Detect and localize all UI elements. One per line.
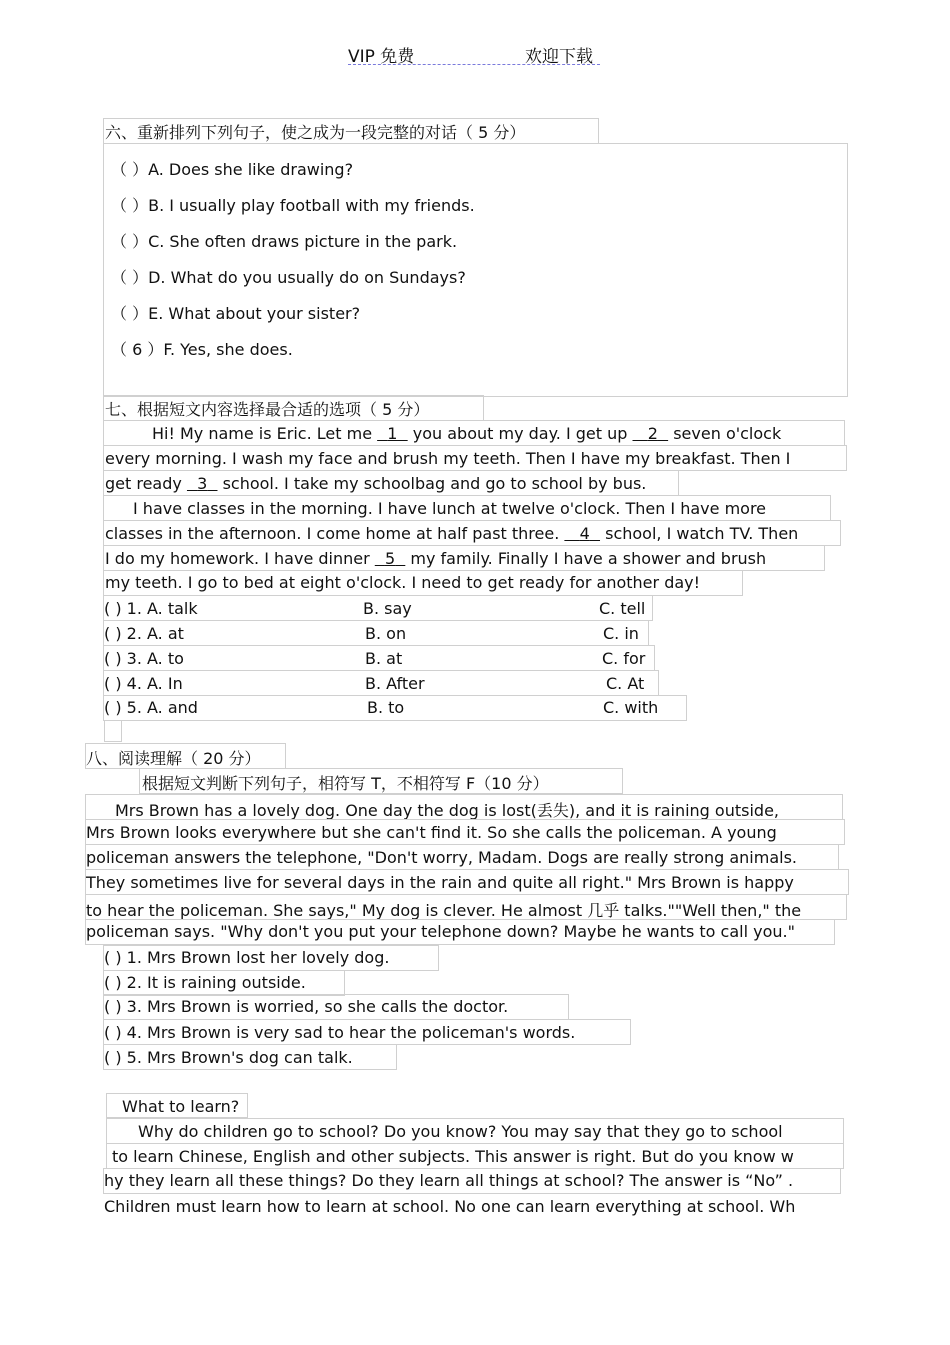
question7-1-b: B. say	[363, 599, 412, 618]
question7-5-b: B. to	[367, 698, 405, 717]
question7-5: ( ) 5. A. and	[104, 698, 198, 717]
passage7-line-6: I do my homework. I have dinner 5 my family. Finally I have a shower and brush	[105, 549, 767, 568]
blank-5: 5	[384, 549, 396, 568]
passage9-line-4: Children must learn how to learn at school. No one can learn everything at school. Wh	[104, 1197, 796, 1216]
section6-item-a: （ ）A. Does she like drawing?	[111, 160, 354, 179]
blank-3: 3	[197, 474, 208, 493]
blank-4: 4	[579, 524, 590, 543]
question7-3-c: C. for	[602, 649, 646, 668]
question7-2: ( ) 2. A. at	[104, 624, 184, 643]
passage9-line-1: Why do children go to school? Do you know? You may say that they go to school	[138, 1122, 783, 1141]
passage7-line-7: my teeth. I go to bed at eight o'clock. I need to get ready for another day!	[105, 573, 701, 592]
page-header	[348, 42, 600, 65]
question7-2-b: B. on	[365, 624, 407, 643]
question7-5-c: C. with	[603, 698, 659, 717]
section7-title: 七、根据短文内容选择最合适的选项（ 5 分）	[105, 400, 430, 419]
question7-2-c: C. in	[603, 624, 639, 643]
question7-1-c: C. tell	[599, 599, 646, 618]
passage7-line-2: every morning. I wash my face and brush my teeth. Then I have my breakfast. Then I	[105, 449, 791, 468]
judgement-2: ( ) 2. It is raining outside.	[104, 973, 306, 992]
passage8-line-5: to hear the policeman. She says," My dog is clever. He almost 几乎 talks.""Well then," the	[86, 901, 802, 920]
judgement-1: ( ) 1. Mrs Brown lost her lovely dog.	[104, 948, 390, 967]
judgement-4: ( ) 4. Mrs Brown is very sad to hear the policeman's words.	[104, 1023, 576, 1042]
passage9-line-2: to learn Chinese, English and other subjects. This answer is right. But do you know w	[112, 1147, 794, 1166]
passage8-line-2: Mrs Brown looks everywhere but she can't find it. So she calls the policeman. A young	[86, 823, 777, 842]
section6-item-d: （ ）D. What do you usually do on Sundays?	[111, 268, 466, 287]
question7-4-b: B. After	[365, 674, 425, 693]
passage8-line-6: policeman says. "Why don't you put your telephone down? Maybe he wants to call you."	[86, 922, 795, 941]
question7-3-b: B. at	[365, 649, 403, 668]
section8-subtitle: 根据短文判断下列句子，相符写 T，不相符写 F（10 分）	[142, 774, 549, 793]
section9-title: What to learn?	[122, 1097, 240, 1116]
question7-4-c: C. At	[606, 674, 645, 693]
judgement-5: ( ) 5. Mrs Brown's dog can talk.	[104, 1048, 353, 1067]
passage9-line-3: hy they learn all these things? Do they learn all things at school? The answer is “No” .	[104, 1171, 794, 1190]
passage8-line-3: policeman answers the telephone, "Don't worry, Madam. Dogs are really strong animals.	[86, 848, 798, 867]
header-vip-text: VIP 免费	[348, 47, 415, 67]
blank-1: 1	[387, 424, 398, 443]
passage7-line-4: I have classes in the morning. I have lunch at twelve o'clock. Then I have more	[133, 499, 767, 518]
question7-4: ( ) 4. A. In	[104, 674, 183, 693]
blank-2: 2	[647, 424, 658, 443]
header-welcome-text: 欢迎下载	[525, 47, 593, 67]
passage7-line-3: get ready 3 school. I take my schoolbag and go to school by bus.	[105, 474, 647, 493]
section6-item-e: （ ）E. What about your sister?	[111, 304, 361, 323]
section6-title: 六、重新排列下列句子，使之成为一段完整的对话（ 5 分）	[105, 123, 526, 142]
section8-title: 八、阅读理解（ 20 分）	[86, 749, 261, 768]
section6-item-c: （ ）C. She often draws picture in the park.	[111, 232, 458, 251]
section6-item-b: （ ）B. I usually play football with my friends.	[111, 196, 475, 215]
passage8-line-4: They sometimes live for several days in the rain and quite all right." Mrs Brown is happy	[86, 873, 794, 892]
passage7-line-5: classes in the afternoon. I come home at half past three. 4 school, I watch TV. Then	[105, 524, 799, 543]
passage8-line-1: Mrs Brown has a lovely dog. One day the dog is lost(丢失), and it is raining outside,	[115, 801, 779, 820]
question7-1: ( ) 1. A. talk	[104, 599, 198, 618]
passage7-line-1: Hi! My name is Eric. Let me 1 you about my day. I get up 2 seven o'clock	[152, 424, 782, 443]
empty-box	[104, 720, 122, 742]
section6-item-f: （ 6 ）F. Yes, she does.	[111, 340, 293, 359]
judgement-3: ( ) 3. Mrs Brown is worried, so she calls the doctor.	[104, 997, 509, 1016]
question7-3: ( ) 3. A. to	[104, 649, 184, 668]
